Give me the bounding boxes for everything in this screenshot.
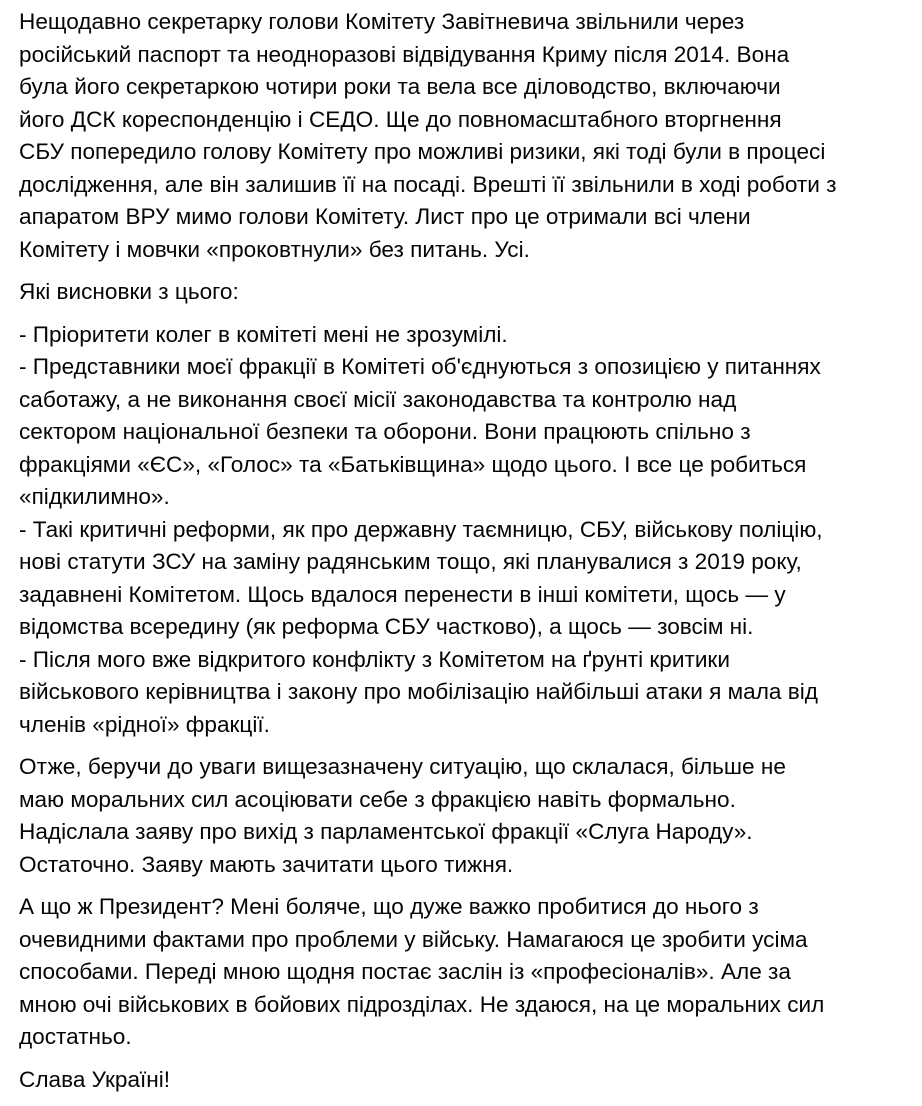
text-line: СБУ попередило голову Комітету про можливі ризики, які тоді були в процесі	[19, 139, 826, 164]
paragraph-conclusions-list	[19, 319, 919, 742]
text-line: мною очі військових в бойових підрозділах. Не здаюся, на це моральних сил	[19, 991, 825, 1017]
text-line: Надіслала заяву про вихід з парламентської фракції «Слуга Народу».	[19, 819, 753, 844]
text-line: Отже, беручи до уваги вищезазначену ситуацію, що склалася, більше не	[19, 754, 786, 779]
text-line: достатньо.	[19, 1024, 132, 1049]
text-line: відомства всередину (як реформа СБУ частково), а щось — зовсім ні.	[19, 614, 754, 639]
text-line: членів «рідної» фракції.	[19, 711, 270, 737]
text-line: Слава Україні!	[19, 1066, 171, 1092]
text-line: очевидними фактами про проблеми у війську. Намагаюся це зробити усіма	[19, 926, 808, 952]
paragraph-faction-exit	[19, 751, 919, 881]
text-line: дослідження, але він залишив її на посаді. Врешті її звільнили в ході роботи з	[19, 171, 837, 197]
paragraph-closing	[19, 1064, 919, 1097]
list-item: - Такі критичні реформи, як про державну таємницю, СБУ, військову поліцію,	[19, 516, 823, 542]
text-line: була його секретаркою чотири роки та вела все діловодство, включаючи	[19, 74, 781, 99]
paragraph-conclusions-heading	[19, 276, 919, 309]
text-line: Нещодавно секретарку голови Комітету Завітневича звільнили через	[19, 9, 745, 34]
text-line: його ДСК кореспонденцію і СЕДО. Ще до повномасштабного вторгнення	[19, 106, 782, 132]
text-line: саботажу, а не виконання своєї місії законодавства та контролю над	[19, 386, 737, 412]
text-line: сектором національної безпеки та оборони. Вони працюють спільно з	[19, 419, 751, 444]
text-line: нові статути ЗСУ на заміну радянським тощо, які планувалися з 2019 року,	[19, 549, 802, 574]
text-line: військового керівництва і закону про мобілізацію найбільші атаки я мала від	[19, 679, 818, 704]
text-line: Остаточно. Заяву мають зачитати цього тижня.	[19, 851, 514, 877]
paragraph-president	[19, 891, 919, 1054]
text-line: Які висновки з цього:	[19, 279, 239, 304]
text-line: задавнені Комітетом. Щось вдалося перенести в інші комітети, щось — у	[19, 581, 786, 607]
text-line: апаратом ВРУ мимо голови Комітету. Лист про це отримали всі члени	[19, 204, 751, 229]
text-line: фракціями «ЄС», «Голос» та «Батьківщина» щодо цього. І все це робиться	[19, 451, 807, 477]
text-line: маю моральних сил асоціювати себе з фракцією навіть формально.	[19, 786, 736, 812]
list-item: - Після мого вже відкритого конфлікту з Комітетом на ґрунті критики	[19, 646, 730, 672]
text-line: російський паспорт та неодноразові відвідування Криму після 2014. Вона	[19, 41, 790, 67]
list-item: - Представники моєї фракції в Комітеті об'єднуються з опозицією у питаннях	[19, 354, 821, 379]
list-item: - Пріоритети колег в комітеті мені не зрозумілі.	[19, 321, 508, 347]
paragraph-secretary-dismissal	[19, 6, 919, 266]
text-line: «підкилимно».	[19, 484, 170, 509]
text-line: способами. Переді мною щодня постає заслін із «професіоналів». Але за	[19, 959, 791, 984]
text-line: Комітету і мовчки «проковтнули» без питань. Усі.	[19, 236, 530, 262]
text-line: А що ж Президент? Мені боляче, що дуже важко пробитися до нього з	[19, 894, 759, 919]
post-body	[19, 6, 919, 1106]
